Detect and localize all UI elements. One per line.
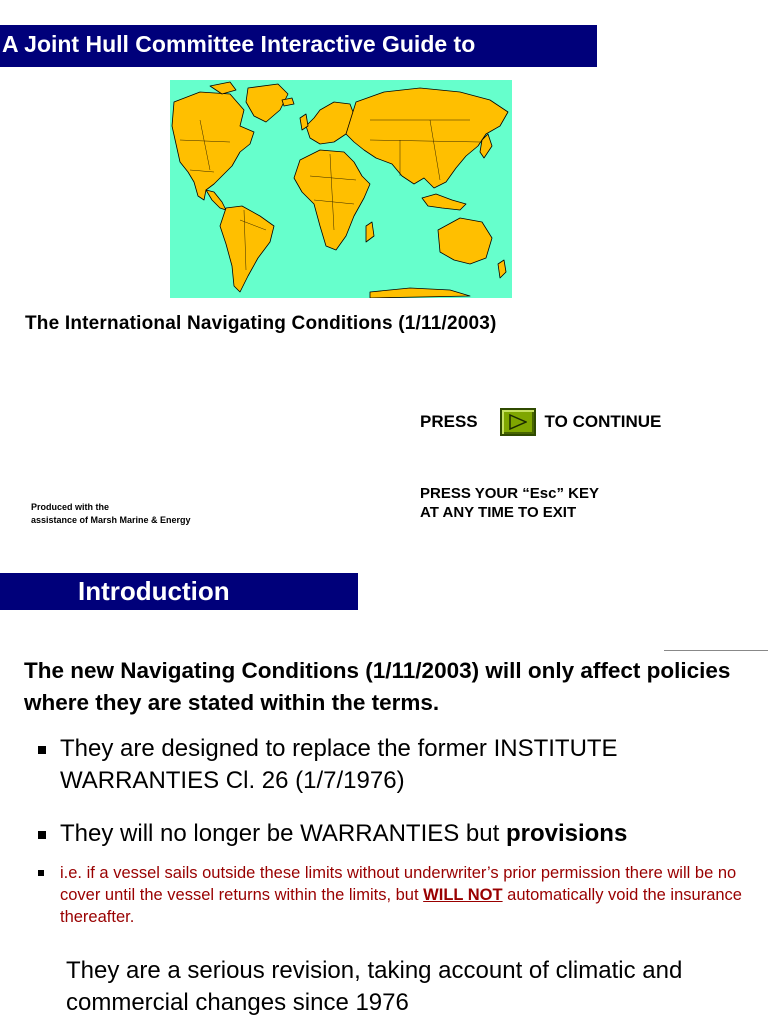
esc-line-1: PRESS YOUR “Esc” KEY: [420, 485, 599, 502]
guide-title: A Joint Hull Committee Interactive Guide to: [2, 31, 476, 57]
bullet-3-suffix: automatically void the insurance thereafter.: [60, 886, 742, 926]
produced-line-2: assistance of Marsh Marine & Energy: [31, 515, 191, 525]
closing-statement: They are a serious revision, taking account of climatic and commercial changes since 1976: [66, 957, 683, 1016]
lead-paragraph: The new Navigating Conditions (1/11/2003) will only affect policies where they are stated within the terms.: [24, 658, 731, 715]
bullet-square-icon: [38, 831, 46, 839]
landmass-madagascar: [366, 222, 374, 242]
bullet-2-text: [38, 818, 758, 850]
bullet-3-emphasis: WILL NOT: [423, 886, 503, 904]
landmass-central-america: [206, 190, 226, 210]
play-arrow-icon: [509, 414, 527, 430]
landmass-europe: [306, 102, 356, 144]
esc-line-2: AT ANY TIME TO EXIT: [420, 504, 577, 521]
produced-line-1: Produced with the: [31, 502, 110, 512]
bullet-square-icon: [38, 746, 46, 754]
continue-label: TO CONTINUE: [544, 412, 662, 431]
world-map-graphic: [170, 80, 512, 298]
landmass-indonesia: [422, 194, 466, 210]
landmass-africa: [294, 150, 370, 250]
landmass-south-america: [220, 206, 274, 292]
bullet-2-bold: provisions: [505, 820, 628, 847]
bullet-3-text: [38, 862, 758, 928]
bullet-3-prefix: i.e. if a vessel sails outside these limits without underwriter’s prior permission there will be no cover until the vessel returns within the limits, but: [60, 864, 737, 904]
world-map: [170, 80, 512, 298]
press-label: PRESS: [420, 412, 478, 431]
introduction-heading: Introduction: [78, 576, 230, 606]
landmass-north-america: [172, 92, 254, 200]
guide-title-bar: [0, 25, 597, 67]
landmass-antarctica: [370, 288, 470, 298]
divider-line: [664, 650, 768, 651]
introduction-heading-bar: [0, 573, 358, 610]
esc-instructions: [420, 484, 599, 522]
continue-button[interactable]: [500, 408, 536, 436]
continue-prompt: [420, 408, 661, 440]
landmass-greenland: [246, 84, 288, 122]
bullet-provisions: [38, 818, 758, 850]
bullet-replace-warranties: [38, 733, 758, 797]
bullet-2-prefix: They will no longer be WARRANTIES but: [60, 820, 506, 847]
bullet-cover-explanation: [38, 862, 758, 928]
guide-subtitle: The International Navigating Conditions (1/11/2003): [25, 313, 497, 334]
landmass-australia: [438, 218, 492, 264]
landmass-new-zealand: [498, 260, 506, 278]
bullet-square-icon: [38, 870, 44, 876]
bullet-1-text: They are designed to replace the former INSTITUTE WARRANTIES Cl. 26 (1/7/1976): [60, 735, 618, 794]
landmass-arctic-islands: [210, 82, 236, 94]
produced-credit: [31, 501, 191, 527]
